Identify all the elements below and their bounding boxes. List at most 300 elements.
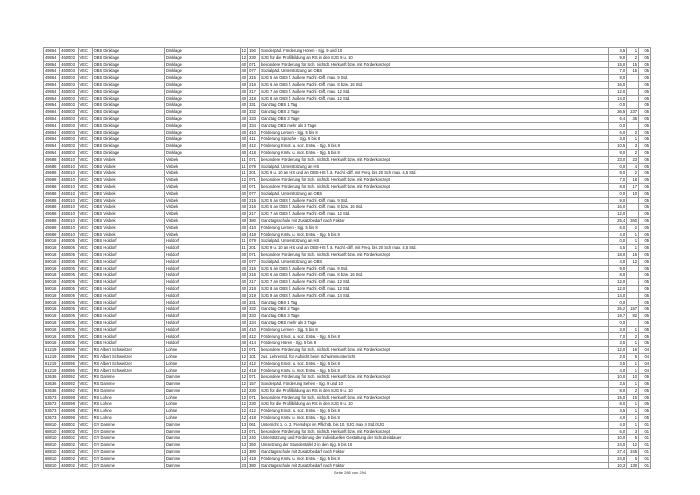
table-cell: Holdorf <box>164 319 240 326</box>
table-cell: 14,0 <box>608 95 626 102</box>
table-cell: SJG 5 an OBS f. äußere Fachl.-Diff. max. 9 Std. <box>259 265 608 272</box>
table-cell: Förderung Lernen - Sjg. 5 bis 8 <box>259 326 608 333</box>
table-cell: OBS Dinklage <box>92 75 164 82</box>
table-cell: Ganztagsschule mit Zusatzbedarf nach Faktor <box>259 462 608 469</box>
table-cell: besondere Förderung für Sch. nichtdt. Herkunft bzw. mit Förderkonzept <box>259 251 608 258</box>
table-cell <box>627 279 639 286</box>
table-cell: 05 <box>639 81 651 88</box>
table-cell: 215 <box>248 265 260 272</box>
table-cell: SJG 8 an OBS f. äußere Fachl.-Diff. max. 12 Std. <box>259 95 608 102</box>
table-cell <box>627 265 639 272</box>
table-cell: Ganztag OBS 1 Tag <box>259 102 608 109</box>
table-cell: 05 <box>639 245 651 252</box>
table-cell: 49864 <box>44 115 60 122</box>
table-cell: Ganztag OBS mehr als 3 Tage <box>259 122 608 129</box>
table-cell: 59018 <box>44 340 60 347</box>
table-row <box>44 136 651 143</box>
table-row <box>44 238 651 245</box>
table-cell: OBS Dinklage <box>92 95 164 102</box>
table-cell: 1 <box>627 360 639 367</box>
table-cell: 460005 <box>60 313 78 320</box>
table-cell: 460003 <box>60 88 78 95</box>
table-cell: besondere Förderung für Sch. nichtdt. Herkunft bzw. mit Förderkonzept <box>259 347 608 354</box>
table-cell: 460005 <box>60 326 78 333</box>
table-cell: OBS Visbek <box>92 211 164 218</box>
table-cell: 49688 <box>44 197 60 204</box>
table-cell: 40 <box>241 211 247 217</box>
table-cell: 59018 <box>44 251 60 258</box>
table-cell: Ganztagsschule mit Zusatzbedarf nach Faktor <box>259 217 608 224</box>
table-cell: 460002 <box>60 462 78 469</box>
table-cell: 05 <box>639 122 651 129</box>
table-cell: Holdorf <box>164 279 240 286</box>
table-cell: 418 <box>248 231 260 238</box>
table-cell: 077 <box>248 258 260 265</box>
table-cell: 350 <box>248 442 260 449</box>
table-cell: 9,0 <box>608 170 626 177</box>
table-cell: 35 <box>627 115 639 122</box>
table-cell: 418 <box>248 415 260 422</box>
table-row <box>44 272 651 279</box>
table-cell: VEC <box>78 313 92 320</box>
table-cell: 05 <box>639 381 651 388</box>
table-cell: 079 <box>248 238 260 245</box>
table-cell: 333 <box>248 115 260 122</box>
table-cell: 460005 <box>60 238 78 245</box>
table-cell: 460002 <box>60 449 78 456</box>
table-cell: 5 <box>627 435 639 442</box>
table-cell: 0,0 <box>608 190 626 197</box>
table-row <box>44 401 651 408</box>
table-cell: VEC <box>78 68 92 75</box>
table-cell: 1 <box>627 238 639 245</box>
table-cell: 460098 <box>60 394 78 401</box>
table-cell: VEC <box>78 299 92 306</box>
table-cell: Unterricht 1. o. 2. Fremdspr im Pflichtb. bis 10. SJG max 4 Std./SJG <box>259 421 608 428</box>
table-cell: 460005 <box>60 340 78 347</box>
table-cell: 40 <box>241 82 247 88</box>
table-cell: Dinklage <box>164 48 240 55</box>
table-cell: SJG 9 u. 10 an HS und an OBS-HS f. ä. Fachl.-diff. mit Freq. bis 20 Sch max. 4,5 Std. <box>259 170 608 177</box>
table-cell: 59018 <box>44 285 60 292</box>
table-cell: 15 <box>627 394 639 401</box>
table-cell: VEC <box>78 129 92 136</box>
table-cell: VEC <box>78 319 92 326</box>
table-cell: 2 <box>627 333 639 340</box>
table-row <box>44 149 651 156</box>
table-cell: 01 <box>639 449 651 456</box>
table-row <box>44 326 651 333</box>
table-cell: OBS Holdorf <box>92 251 164 258</box>
table-cell: 240 <box>248 435 260 442</box>
table-cell <box>627 81 639 88</box>
table-cell: 8,0 <box>608 183 626 190</box>
table-cell: 59018 <box>44 265 60 272</box>
table-cell: 8,0 <box>608 272 626 279</box>
table-cell: VEC <box>78 428 92 435</box>
table-cell: GY Damme <box>92 428 164 435</box>
table-cell: 201 <box>248 245 260 252</box>
table-cell: 49688 <box>44 170 60 177</box>
table-cell: 05 <box>639 374 651 381</box>
table-cell: besondere Förderung für Sch. nichtdt. Herkunft bzw. mit Förderkonzept <box>259 374 608 381</box>
table-cell: 15 <box>627 251 639 258</box>
table-cell: 218 <box>248 95 260 102</box>
table-cell: 13 <box>241 442 247 448</box>
table-row <box>44 299 651 306</box>
table-cell: Förderung Kmtv. u. mot. Entw. - Sjg. 5 bis 8 <box>259 231 608 238</box>
table-cell: 410 <box>248 326 260 333</box>
table-cell: 460010 <box>60 204 78 211</box>
table-cell: 460003 <box>60 136 78 143</box>
table-cell: 24,0 <box>608 455 626 462</box>
table-cell: VEC <box>78 156 92 163</box>
table-cell: OBS Visbek <box>92 197 164 204</box>
table-cell: 59018 <box>44 245 60 252</box>
table-cell: Förderung Kmtv. u. mot. Entw. - Sjg. 5 bis 8 <box>259 367 608 374</box>
table-row <box>44 279 651 286</box>
table-cell: 68810 <box>44 449 60 456</box>
table-cell: Dinklage <box>164 81 240 88</box>
table-cell: VEC <box>78 95 92 102</box>
table-cell: 12 <box>241 48 247 54</box>
table-cell: 49864 <box>44 61 60 68</box>
table-cell: VEC <box>78 122 92 129</box>
table-cell: OBS Dinklage <box>92 115 164 122</box>
table-row <box>44 333 651 340</box>
table-cell: 40 <box>241 306 247 312</box>
table-cell: 1 <box>627 326 639 333</box>
table-cell: GY Damme <box>92 435 164 442</box>
table-cell: 460010 <box>60 163 78 170</box>
table-cell: 3,5 <box>608 360 626 367</box>
table-cell: 40 <box>241 68 247 74</box>
table-cell: 0,0 <box>608 238 626 245</box>
table-cell: 25,4 <box>608 217 626 224</box>
table-cell: 40 <box>241 224 247 230</box>
table-cell: VEC <box>78 115 92 122</box>
table-cell: 49688 <box>44 204 60 211</box>
table-cell: 11 <box>241 163 246 169</box>
table-cell: VEC <box>78 374 92 381</box>
table-cell: Ganztag OBS 2 Tage <box>259 306 608 313</box>
table-cell: 61219 <box>44 367 60 374</box>
table-cell: 04 <box>639 347 651 354</box>
table-row <box>44 381 651 388</box>
table-cell: 4,0 <box>608 421 626 428</box>
table-cell: Lohne <box>164 367 240 374</box>
table-cell: VEC <box>78 272 92 279</box>
table-cell: Holdorf <box>164 272 240 279</box>
table-cell: 460002 <box>60 428 78 435</box>
table-cell: 216 <box>248 81 260 88</box>
table-cell: 217 <box>248 88 260 95</box>
table-cell: Lohne <box>164 408 240 415</box>
table-cell: 460010 <box>60 156 78 163</box>
table-row <box>44 319 651 326</box>
table-row <box>44 231 651 238</box>
table-cell: 17 <box>627 183 639 190</box>
table-cell: 2 <box>627 170 639 177</box>
table-cell: Damme <box>164 442 240 449</box>
table-cell: OBS Dinklage <box>92 48 164 55</box>
table-row <box>44 394 651 401</box>
table-cell: Ganztag OBS 3 Tage <box>259 115 608 122</box>
table-cell: 12 <box>241 381 247 387</box>
table-cell: VEC <box>78 347 92 354</box>
table-cell <box>627 319 639 326</box>
table-cell: 333 <box>248 313 260 320</box>
table-cell: 157 <box>627 306 639 313</box>
table-cell: 4,0 <box>608 258 626 265</box>
table-cell: 077 <box>248 68 260 75</box>
table-cell: 05 <box>639 190 651 197</box>
table-cell: 59018 <box>44 306 60 313</box>
table-cell: 05 <box>639 279 651 286</box>
table-cell: 68810 <box>44 462 60 469</box>
table-cell: VEC <box>78 408 92 415</box>
table-row <box>44 217 651 224</box>
table-cell: VEC <box>78 136 92 143</box>
table-row <box>44 258 651 265</box>
table-cell: 460096 <box>60 353 78 360</box>
table-cell: VEC <box>78 306 92 313</box>
table-cell: 10,0 <box>608 374 626 381</box>
table-cell: 3,5 <box>608 340 626 347</box>
table-cell: 59018 <box>44 292 60 299</box>
table-cell: 40 <box>241 136 247 142</box>
table-cell: 49864 <box>44 81 60 88</box>
table-row <box>44 340 651 347</box>
table-row <box>44 211 651 218</box>
table-cell: OBS Dinklage <box>92 143 164 150</box>
table-cell: 05 <box>639 149 651 156</box>
table-cell: 40 <box>241 313 247 319</box>
table-cell: 40 <box>241 265 247 271</box>
table-cell: 59018 <box>44 299 60 306</box>
data-table <box>43 47 651 469</box>
table-cell: Lohne <box>164 360 240 367</box>
table-cell: 59018 <box>44 272 60 279</box>
table-cell: 460005 <box>60 292 78 299</box>
table-cell: Damme <box>164 381 240 388</box>
table-cell: 05 <box>639 326 651 333</box>
table-cell: OBS Holdorf <box>92 258 164 265</box>
table-cell: 59018 <box>44 319 60 326</box>
table-cell: 40 <box>241 231 247 237</box>
table-cell: OBS Holdorf <box>92 292 164 299</box>
table-cell: 412 <box>248 333 260 340</box>
table-cell: 59018 <box>44 279 60 286</box>
table-row <box>44 408 651 415</box>
table-cell: VEC <box>78 381 92 388</box>
table-cell: Holdorf <box>164 326 240 333</box>
table-cell: 460096 <box>60 367 78 374</box>
table-cell: RS Lohne <box>92 415 164 422</box>
table-cell: Damme <box>164 421 240 428</box>
table-cell: 05 <box>639 258 651 265</box>
table-cell: 2 <box>627 224 639 231</box>
table-cell: VEC <box>78 340 92 347</box>
table-cell: 1 <box>627 48 639 55</box>
table-cell: 460003 <box>60 95 78 102</box>
table-cell: Damme <box>164 428 240 435</box>
table-cell: 05 <box>639 102 651 109</box>
table-cell: 418 <box>248 455 260 462</box>
table-cell: 49864 <box>44 48 60 55</box>
table-cell: Visbek <box>164 163 240 170</box>
table-cell: Lohne <box>164 394 240 401</box>
table-cell <box>627 292 639 299</box>
table-row <box>44 306 651 313</box>
table-cell: Damme <box>164 435 240 442</box>
table-cell: OBS Holdorf <box>92 245 164 252</box>
table-cell: 11 <box>241 170 246 176</box>
table-cell: 40 <box>241 109 247 115</box>
table-cell: Visbek <box>164 197 240 204</box>
table-cell: SJG 6 an OBS f. äußere Fachl.-Diff. max. 8 bzw. 16 Std. <box>259 204 608 211</box>
table-cell: 12 <box>241 394 247 400</box>
table-cell: 05 <box>639 231 651 238</box>
table-cell: 40 <box>241 326 247 332</box>
table-row <box>44 102 651 109</box>
table-row <box>44 224 651 231</box>
table-cell: 53636 <box>44 374 60 381</box>
table-cell: 1 <box>627 367 639 374</box>
table-cell: 071 <box>248 374 260 381</box>
table-cell: RS Albert Schweitzer <box>92 360 164 367</box>
table-cell: 460003 <box>60 122 78 129</box>
table-cell: VEC <box>78 54 92 61</box>
table-cell: Dinklage <box>164 95 240 102</box>
table-cell: Förderung Kmtv. u. mot. Entw. - Sjg. 5 bis 8 <box>259 149 608 156</box>
table-cell: 460010 <box>60 170 78 177</box>
table-cell: Förderung Lernen - Sjg. 5 bis 8 <box>259 224 608 231</box>
table-cell: 460005 <box>60 251 78 258</box>
table-cell: 0,0 <box>608 122 626 129</box>
table-cell: 18 <box>627 177 639 184</box>
table-cell: 6,0 <box>608 428 626 435</box>
table-cell: 24,0 <box>608 442 626 449</box>
table-row <box>44 109 651 116</box>
table-cell: GY Damme <box>92 442 164 449</box>
table-row <box>44 177 651 184</box>
table-row <box>44 245 651 252</box>
table-cell: 460005 <box>60 319 78 326</box>
table-cell: 40 <box>241 122 247 128</box>
table-cell: 40 <box>241 190 247 196</box>
table-cell: 12 <box>241 408 247 414</box>
table-cell: Dinklage <box>164 75 240 82</box>
table-cell: VEC <box>78 163 92 170</box>
table-cell: Förderung Emot. u. soz. Entw. - Sjg. 5 bis 8 <box>259 360 608 367</box>
table-cell: 12 <box>241 415 247 421</box>
table-cell: 230 <box>248 387 260 394</box>
table-cell: 05 <box>639 238 651 245</box>
table-cell: 217 <box>248 279 260 286</box>
table-cell: 460010 <box>60 211 78 218</box>
table-cell: Unterstützung und Förderung der individuellen Gestaltung der Schulzeitdauer <box>259 435 608 442</box>
table-cell: 40 <box>241 95 247 101</box>
table-cell: 150 <box>248 48 260 55</box>
table-row <box>44 163 651 170</box>
table-cell: 05 <box>639 109 651 116</box>
table-cell: 68810 <box>44 455 60 462</box>
table-cell: Holdorf <box>164 238 240 245</box>
table-cell: SJG 7 an OBS f. äußere Fachl.-Diff. max. 12 Std. <box>259 279 608 286</box>
table-cell: VEC <box>78 387 92 394</box>
table-cell: Visbek <box>164 224 240 231</box>
table-cell: 40 <box>241 204 247 210</box>
table-cell: 219 <box>248 292 260 299</box>
table-cell: SJG 7 an OBS f. äußere Fachl.-Diff. max. 12 Std. <box>259 88 608 95</box>
table-cell: 460005 <box>60 299 78 306</box>
table-cell: 4,5 <box>608 245 626 252</box>
table-cell: 260 <box>627 217 639 224</box>
table-cell: Dinklage <box>164 102 240 109</box>
table-cell: 0,0 <box>608 299 626 306</box>
table-cell: 2 <box>627 149 639 156</box>
table-cell: 380 <box>248 449 260 456</box>
table-cell: 460010 <box>60 177 78 184</box>
table-row <box>44 313 651 320</box>
table-cell <box>627 285 639 292</box>
table-cell: 13 <box>241 421 247 427</box>
table-cell: 49688 <box>44 231 60 238</box>
table-cell: 05 <box>639 299 651 306</box>
table-cell: OBS Holdorf <box>92 333 164 340</box>
table-cell: VEC <box>78 109 92 116</box>
table-cell: 460003 <box>60 129 78 136</box>
table-cell: 05 <box>639 333 651 340</box>
table-cell: 8,0 <box>608 387 626 394</box>
table-cell: 230 <box>248 54 260 61</box>
table-cell: 071 <box>248 394 260 401</box>
table-cell: 9,0 <box>608 265 626 272</box>
table-cell: 40 <box>241 197 247 203</box>
table-row <box>44 88 651 95</box>
table-cell: 05 <box>639 251 651 258</box>
table-cell: OBS Dinklage <box>92 109 164 116</box>
table-cell: Visbek <box>164 170 240 177</box>
table-cell: Förderung Emot. u. soz. Entw. - Sjg. 5 bis 8 <box>259 143 608 150</box>
table-cell: 40 <box>241 285 247 291</box>
table-cell: 460005 <box>60 285 78 292</box>
table-cell: GY Damme <box>92 421 164 428</box>
table-cell: 53673 <box>44 415 60 422</box>
table-cell: 05 <box>639 387 651 394</box>
table-cell: 4,0 <box>608 415 626 422</box>
table-cell: VEC <box>78 258 92 265</box>
table-cell: 079 <box>248 163 260 170</box>
table-cell: 49864 <box>44 122 60 129</box>
table-row <box>44 421 651 428</box>
table-cell: 0,0 <box>608 163 626 170</box>
table-cell: 05 <box>639 217 651 224</box>
table-cell: SJG 8 an OBS f. äußere Fachl.-Diff. max. 12 Std. <box>259 285 608 292</box>
table-cell: 40 <box>241 333 247 339</box>
table-cell: 7,0 <box>608 333 626 340</box>
table-cell: Dinklage <box>164 115 240 122</box>
table-cell: VEC <box>78 197 92 204</box>
table-row <box>44 367 651 374</box>
table-cell: 0,0 <box>608 102 626 109</box>
table-cell: 077 <box>248 190 260 197</box>
table-cell <box>627 88 639 95</box>
table-cell: 49864 <box>44 129 60 136</box>
table-cell: 49864 <box>44 102 60 109</box>
table-cell: 1 <box>627 421 639 428</box>
